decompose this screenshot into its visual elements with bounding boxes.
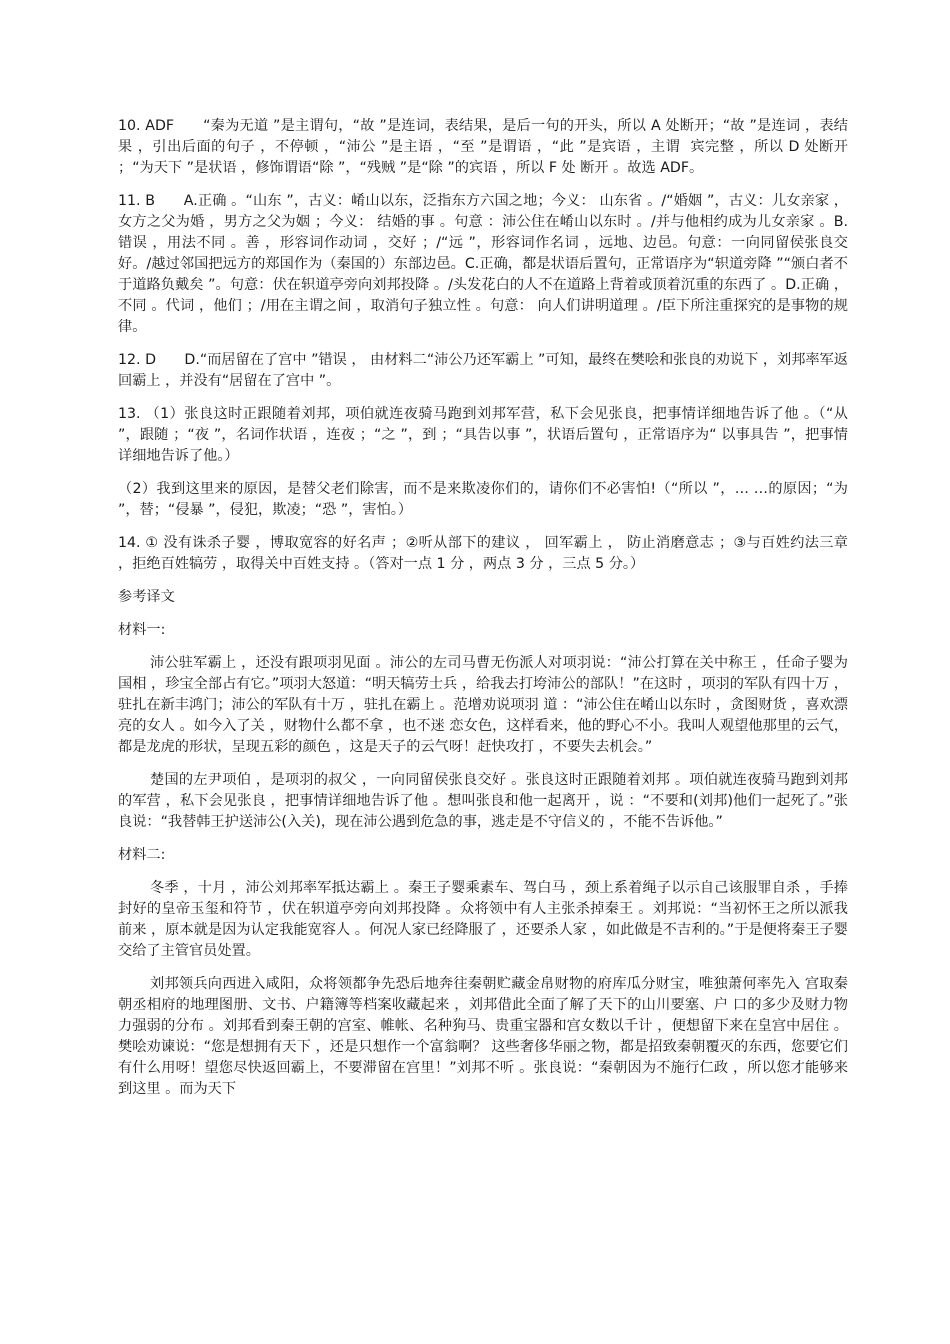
- answer-11: 11. B A.正确 。“山东 ”，古义：崤山以东，泛指东方六国之地；今义： 山东省 。/“婚姻 ”，古义：儿女亲家 ，女方之父为婚 ，男方之父为姻 ；今义： 结婚的事 。句意 ：沛公住在崤山以东时 。/并与他相约成为儿女亲家 。B.错误 ，用法不同 。善 ，形容词作动词 ，交好 ；/“远 ”，形容词作名词 ，远地、边邑。句意：一向同留侯张良交好。/越过邻国把远方的郑国作为（秦国的）东部边邑。C.正确，都是状语后置句，正常语序为“轵道旁降 ”“颁白者不于道路负戴矣 ”。句意：伏在轵道亭旁向刘邦投降 。/头发花白的人不在道路上背着或顶着沉重的东西了 。D.正确 ，不同 。代词 ，他们 ；/用在主谓之间 ，取消句子独立性 。句意： 向人们讲明道理 。/臣下所注重探究的是事物的规律。: [118, 193, 848, 335]
- material-1-paragraph-1: 沛公驻军霸上 ，还没有跟项羽见面 。沛公的左司马曹无伤派人对项羽说：“沛公打算在关中称王 ，任命子婴为国相 ，珍宝全部占有它。”项羽大怒道：“明天犒劳士兵 ，给我去打垮沛公的部队！”在这时 ，项羽的军队有四十万 ，驻扎在新丰鸿门；沛公的军队有十万 ，驻扎在霸上 。范增劝说项羽 道 ：“沛公住在崤山以东时 ，贪图财货 ，喜欢漂亮的女人 。如今入了关 ，财物什么都不拿 ，也不迷 恋女色，这样看来，他的野心不小。我叫人观望他那里的云气，都是龙虎的形状，呈现五彩的颜色 ，这是天子的云气呀！赶快攻打 ，不要失去机会。”: [118, 655, 848, 755]
- answer-14: 14. ① 没有诛杀子婴 ，博取宽容的好名声 ；②听从部下的建议 ， 回军霸上 ， 防止消磨意志 ；③与百姓约法三章 ，拒绝百姓犒劳 ，取得关中百姓支持 。（答对一点 1 分 ，两点 3 分 ，三点 5 分。）: [118, 535, 853, 572]
- material-1-label: 材料一:: [118, 622, 166, 638]
- answer-10: 10. ADF “秦为无道 ”是主谓句，“故 ”是连词，表结果，是后一句的开头，所以 A 处断开；“故 ”是连词 ，表结果 ，引出后面的句子 ，不停顿 ，“沛公 ”是主语 ，“至 ”是谓语 ，“此 ”是宾语 ，主谓 宾完整 ，所以 D 处断开 ；“为天下 ”是状语 ，修饰谓语“除 ”，“残贼 ”是“除 ”的宾语 ，所以 F 处 断开 。故选 ADF。: [118, 118, 853, 176]
- answer-12: 12. D D.“而居留在了宫中 ”错误 ， 由材料二“沛公乃还军霸上 ”可知，最终在樊哙和张良的劝说下 ，刘邦率军返回霸上 ，并没有“居留在了宫中 ”。: [118, 352, 848, 389]
- answer-13-part-2: （2）我到这里来的原因，是替父老们除害，而不是来欺凌你们的，请你们不必害怕!（“所以 ”，… …的原因；“为 ”，替；“侵暴 ”，侵犯，欺凌；“恐 ”，害怕。）: [118, 481, 853, 518]
- answer-13-part-1: 13. （1）张良这时正跟随着刘邦，项伯就连夜骑马跑到刘邦军营，私下会见张良，把事情详细地告诉了他 。（“从 ”，跟随 ；“夜 ”，名词作状语 ，连夜 ；“之 ”，到 ；“具告以事 ”，状语后置句 ，正常语序为“ 以事具告 ”，把事情详细地告诉了他。）: [118, 406, 853, 464]
- translation-heading: 参考译文: [118, 589, 175, 605]
- material-2-paragraph-2: 刘邦领兵向西进入咸阳，众将领都争先恐后地奔往秦朝贮藏金帛财物的府库瓜分财宝，唯独萧何率先入 宫取秦朝丞相府的地理图册、文书、户籍簿等档案收藏起来 ，刘邦借此全面了解了天下的山川要塞、户 口的多少及财力物力强弱的分布 。刘邦看到秦王朝的宫室、帷帐、名种狗马、贵重宝器和宫女数以千计 ，便想留下来在皇宫中居住 。樊哙劝谏说：“您是想拥有天下 ，还是只想作一个富翁啊？ 这些奢侈华丽之物，都是招致秦朝覆灭的东西，您要它们有什么用呀！望您尽快返回霸上，不要滞留在宫里！”刘邦不听 。张良说：“秦朝因为不施行仁政 ，所以您才能够来到这里 。而为天下: [118, 976, 848, 1097]
- material-2-paragraph-1: 冬季 ，十月 ，沛公刘邦率军抵达霸上 。秦王子婴乘素车、驾白马 ，颈上系着绳子以示自己该服罪自杀 ，手捧封好的皇帝玉玺和符节 ，伏在轵道亭旁向刘邦投降 。众将领中有人主张杀掉秦王 。刘邦说：“当初怀王之所以派我前来 ，原本就是因为认定我能宽容人 。何况人家已经降服了 ，还要杀人家 ，如此做是不吉利的。”于是便将秦王子婴交给了主管官员处置。: [118, 880, 848, 959]
- material-2-label: 材料二:: [118, 847, 166, 863]
- material-1-paragraph-2: 楚国的左尹项伯 ，是项羽的叔父 ，一向同留侯张良交好 。张良这时正跟随着刘邦 。项伯就连夜骑马跑到刘邦的军营 ，私下会见张良 ，把事情详细地告诉了他 。想叫张良和他一起离开 ，说 ：“不要和(刘邦)他们一起死了。”张良说：“我替韩王护送沛公(入关)，现在沛公遇到危急的事，逃走是不守信义的 ，不能不告诉他。”: [118, 772, 848, 830]
- document-page: [118, 116, 853, 1112]
